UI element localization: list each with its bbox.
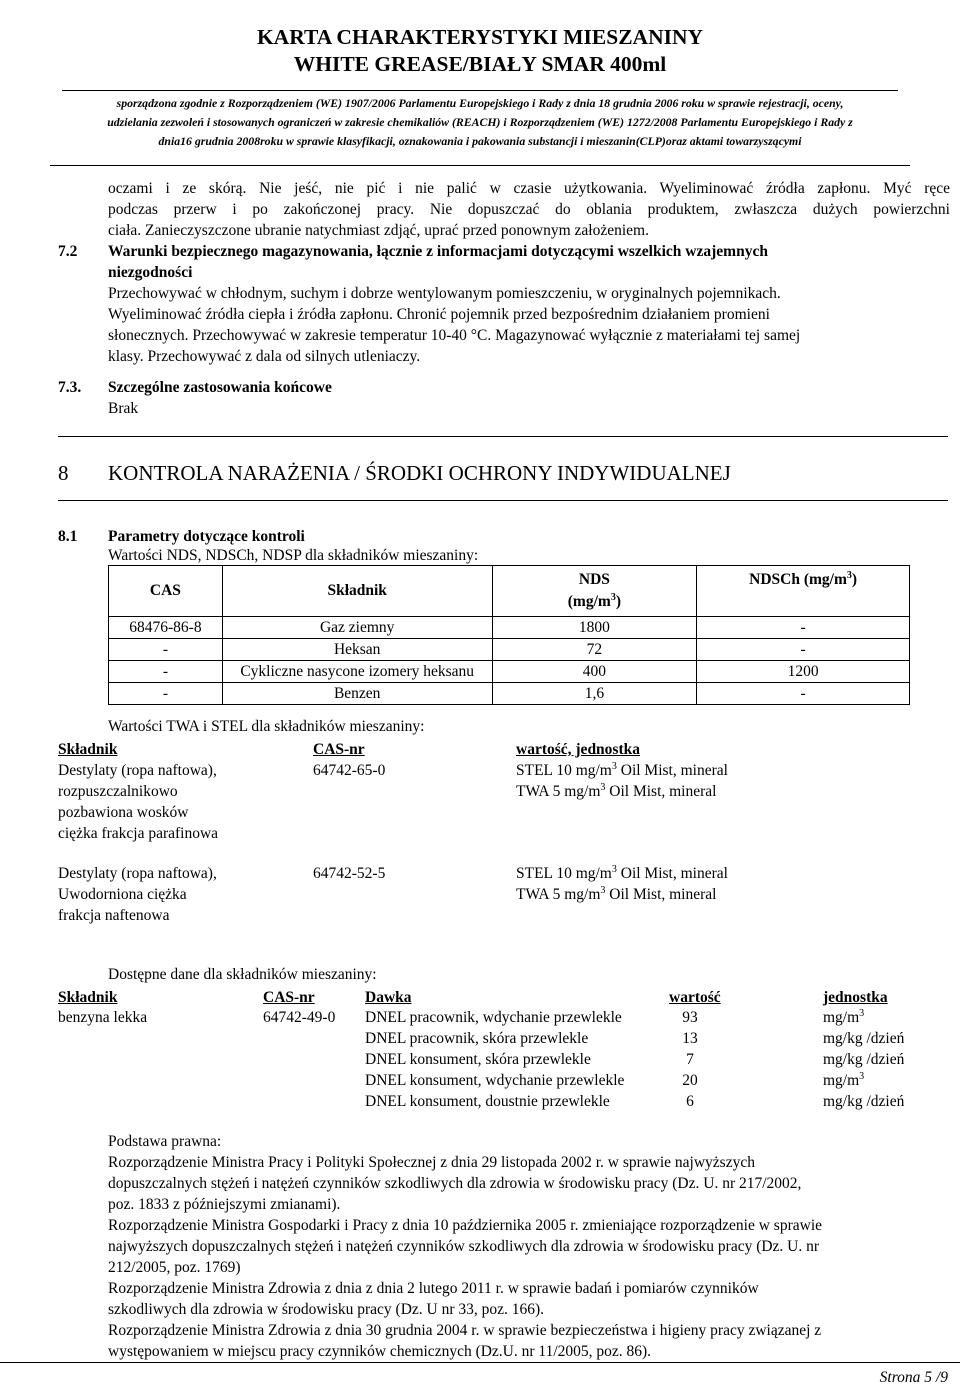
col-nds-header: NDS $(mg/m^3)$ [492,566,697,617]
twa-value: TWA 5 $mg/m^3$ Oil Mist, mineral [516,884,717,903]
col-ndsch-header: NDSCh $(mg/m^3)$ [697,566,910,617]
twa-component-line: pozbawiona wosków [58,804,189,821]
dnel-header-component: Składnik [58,989,118,1006]
twa-component-line: frakcja naftenowa [58,907,170,924]
dnel-value: 7 [686,1051,694,1068]
twa-value: TWA 5 $mg/m^3$ Oil Mist, mineral [516,781,717,800]
page-number: Strona 5 /9 [879,1369,948,1386]
twa-cas: 64742-52-5 [313,865,386,882]
nds-table-header [109,566,910,617]
cell-ndsch: 1200 [697,661,910,683]
section-7-2-heading: Warunki bezpiecznego magazynowania, łącznie z informacjami dotyczącymi wszelkich wzajemnych [108,243,768,260]
regulation-line-3: dnia16 grudnia 2008roku w sprawie klasyfikacji, oznakowania i pakowania substancji i mieszanin(CLP)oraz aktami towarzyszącymi [158,134,802,148]
twa-component-line: Destylaty (ropa naftowa), [58,762,217,779]
dnel-value: 13 [682,1030,698,1047]
dnel-unit: mg/kg /dzień [823,1051,905,1068]
continuation-line-1: oczami i ze skórą. Nie jeść, nie pić i nie palić w czasie użytkowania. Wyeliminować źródła zapłonu. Myć ręce [108,180,950,197]
cell-component: Heksan [222,639,492,661]
section-7-3-number: 7.3. [58,379,82,396]
legal-line: poz. 1833 z późniejszymi zmianami). [108,1196,341,1213]
dnel-header-value: wartość [669,989,721,1006]
dnel-dose: DNEL pracownik, wdychanie przewlekle [365,1009,622,1026]
cell-component: Gaz ziemny [222,617,492,639]
cell-component: Cykliczne nasycone izomery heksanu [222,661,492,683]
table-row [109,617,910,639]
legal-line: Rozporządzenie Ministra Pracy i Polityki Społecznej z dnia 29 listopada 2002 r. w sprawie najwyższych [108,1154,755,1171]
section-8-number: 8 [58,461,69,485]
cell-cas: - [109,661,223,683]
dnel-value: 6 [686,1093,694,1110]
twa-component-line: Uwodorniona ciężka [58,886,187,903]
stel-value: STEL 10 $mg/m^3$ Oil Mist, mineral [516,863,728,882]
cell-ndsch: - [697,683,910,705]
section-7-2-number: 7.2 [58,243,78,260]
header-bottom-divider [50,165,910,166]
legal-line: dopuszczalnych stężeń i natężeń czynników szkodliwych dla zdrowia w środowisku pracy (Dz. U. nr 217/2002, [108,1175,802,1192]
section-8-divider [58,500,948,501]
legal-line: Rozporządzenie Ministra Gospodarki i Pracy z dnia 10 października 2005 r. zmieniające rozporządzenie w sprawie [108,1217,823,1234]
dnel-header-cas: CAS-nr [263,989,315,1006]
section-8-1-heading: Parametry dotyczące kontroli [108,528,305,545]
stel-value: STEL 10 $mg/m^3$ Oil Mist, mineral [516,760,728,779]
table-row [109,683,910,705]
dnel-dose: DNEL pracownik, skóra przewlekle [365,1030,589,1047]
footer-divider [0,1362,960,1363]
dnel-cas: 64742-49-0 [263,1009,336,1026]
twa-cas: 64742-65-0 [313,762,386,779]
dnel-component: benzyna lekka [58,1009,148,1026]
section-8-title: KONTROLA NARAŻENIA / ŚRODKI OCHRONY INDYWIDUALNEJ [108,461,731,485]
cell-cas: - [109,639,223,661]
legal-heading: Podstawa prawna: [108,1133,222,1150]
header-divider [62,90,898,91]
legal-line: Rozporządzenie Ministra Zdrowia z dnia 30 grudnia 2004 r. w sprawie bezpieczeństwa i higieny pracy związanej z [108,1322,822,1339]
cell-nds: 400 [492,661,697,683]
dnel-value: 93 [682,1009,698,1026]
cell-nds: 1800 [492,617,697,639]
section-7-2-body-2: Wyeliminować źródła ciepła i źródła zapłonu. Chronić pojemnik przed bezpośrednim działaniem promieni [108,306,770,323]
legal-line: 212/2005, poz. 1769) [108,1259,241,1276]
twa-header-cas: CAS-nr [313,741,365,758]
section-8-1-number: 8.1 [58,528,78,545]
dnel-unit: mg/kg /dzień [823,1030,905,1047]
section-7-3-heading: Szczególne zastosowania końcowe [108,379,332,396]
col-cas-header: CAS [109,566,223,617]
dnel-dose: DNEL konsument, doustnie przewlekle [365,1093,610,1110]
section-7-2-body-3: słonecznych. Przechowywać w zakresie temperatur 10-40 °C. Magazynować wyłącznie z materiałami tej samej [108,327,801,344]
section-7-2-body-4: klasy. Przechowywać z dala od silnych utleniaczy. [108,348,421,365]
dnel-unit: $mg/m^3$ [823,1007,865,1026]
cell-component: Benzen [222,683,492,705]
section-7-2-body-1: Przechowywać w chłodnym, suchym i dobrze wentylowanym pomieszczeniu, w oryginalnych pojemnikach. [108,285,781,302]
dnel-dose: DNEL konsument, skóra przewlekle [365,1051,591,1068]
cell-ndsch: - [697,639,910,661]
nds-table [108,565,910,705]
regulation-line-1: sporządzona zgodnie z Rozporządzeniem (WE) 1907/2006 Parlamentu Europejskiego i Rady z dnia 18 grudnia 2006 roku w sprawie rejestracji, oceny, [116,96,844,110]
legal-line: Rozporządzenie Ministra Zdrowia z dnia z dnia 2 lutego 2011 r. w sprawie badań i pomiarów czynników [108,1280,759,1297]
cell-cas: 68476-86-8 [109,617,223,639]
twa-header-component: Składnik [58,741,118,758]
regulation-line-2: udzielania zezwoleń i stosowanych ograniczeń w zakresie chemikaliów (REACH) i Rozporządzeniem (WE) 1272/2008 Parlamentu Europejskiego i Rady z [107,115,853,129]
nds-intro: Wartości NDS, NDSCh, NDSP dla składników mieszaniny: [108,547,479,564]
legal-line: najwyższych dopuszczalnych stężeń i natężeń czynników szkodliwych dla zdrowia w środowisku pracy (Dz. U. nr [108,1238,820,1255]
twa-component-line: Destylaty (ropa naftowa), [58,865,217,882]
dnel-intro: Dostępne dane dla składników mieszaniny: [108,966,377,983]
twa-component-line: rozpuszczalnikowo [58,783,178,800]
twa-component-line: ciężka frakcja parafinowa [58,825,219,842]
section-divider [58,436,948,437]
dnel-dose: DNEL konsument, wdychanie przewlekle [365,1072,625,1089]
cell-ndsch: - [697,617,910,639]
cell-nds: 1,6 [492,683,697,705]
legal-line: występowaniem w miejscu pracy czynników chemicznych (Dz.U. nr 11/2005, poz. 86). [108,1343,652,1360]
dnel-unit: $mg/m^3$ [823,1070,865,1089]
table-row [109,639,910,661]
dnel-header-dose: Dawka [365,989,412,1006]
continuation-line-2: podczas przerw i po zakończonej pracy. Nie dopuszczać do oblania produktem, zwłaszcza dużych powierzchni [108,201,950,218]
dnel-header-unit: jednostka [823,989,888,1006]
document-title: KARTA CHARAKTERYSTYKI MIESZANINY [256,25,704,49]
cell-nds: 72 [492,639,697,661]
col-component-header: Składnik [222,566,492,617]
continuation-line-3: ciała. Zanieczyszczone ubranie natychmiast zdjąć, uprać przed ponownym założeniem. [108,222,649,239]
section-7-3-body: Brak [108,400,139,417]
section-7-2-heading-cont: niezgodności [108,264,193,281]
cell-cas: - [109,683,223,705]
dnel-value: 20 [682,1072,698,1089]
dnel-unit: mg/kg /dzień [823,1093,905,1110]
table-row [109,661,910,683]
twa-intro: Wartości TWA i STEL dla składników mieszaniny: [108,718,425,735]
legal-line: szkodliwych dla zdrowia w środowisku pracy (Dz. U nr 33, poz. 166). [108,1301,545,1318]
twa-header-value: wartość, jednostka [516,741,640,758]
product-name: WHITE GREASE/BIAŁY SMAR 400ml [293,52,667,76]
